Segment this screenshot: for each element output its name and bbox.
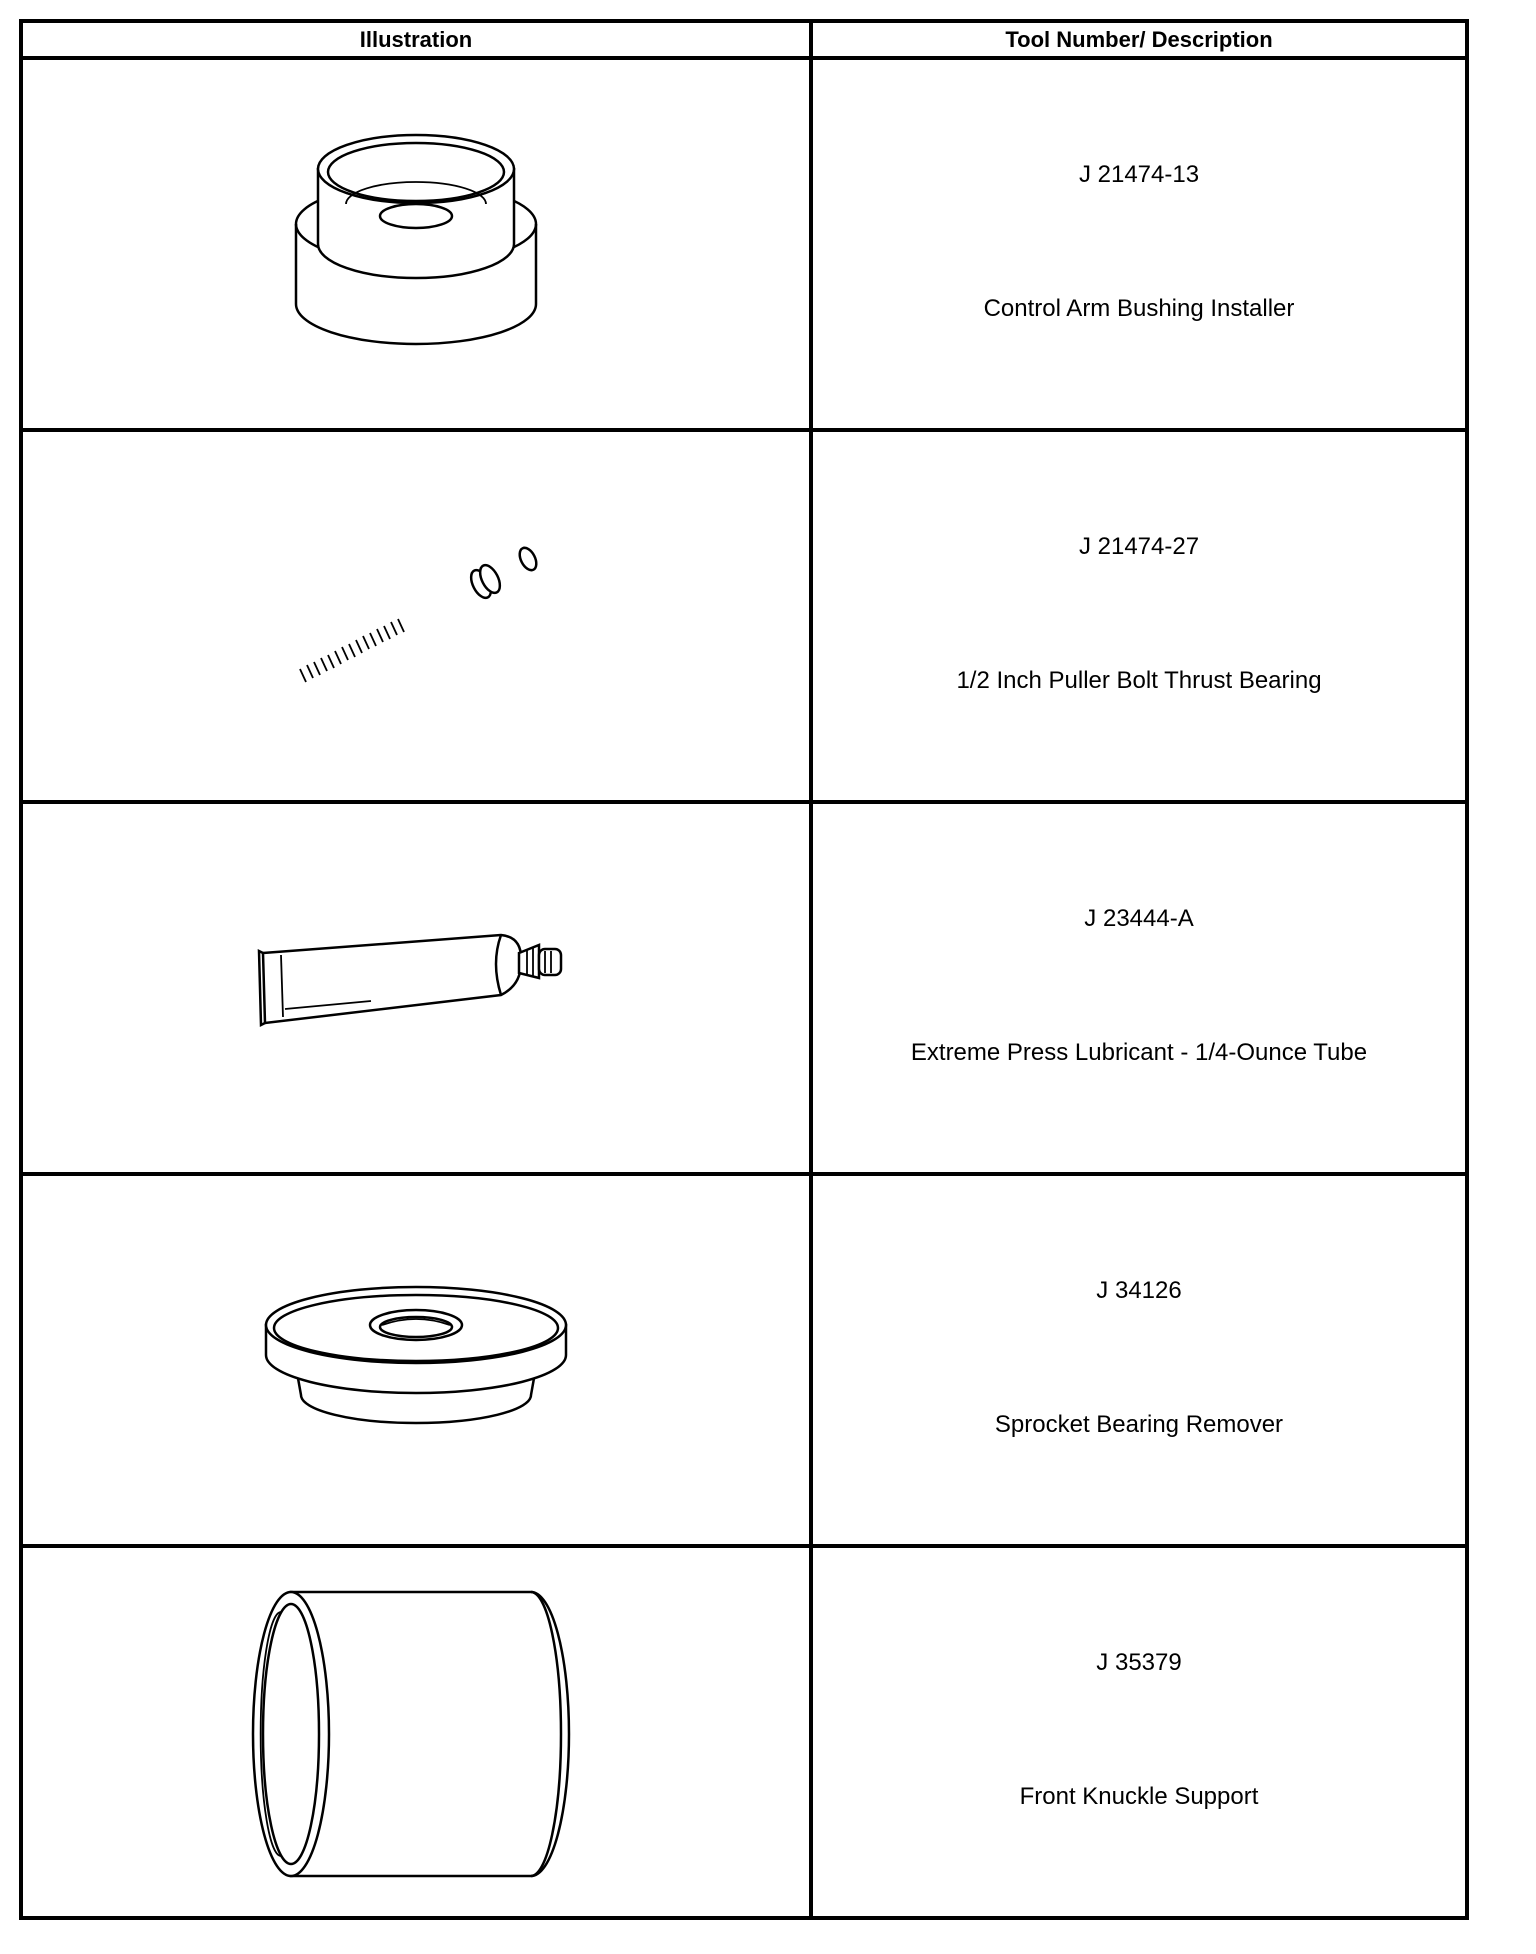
tool-name: Front Knuckle Support: [1019, 1783, 1259, 1810]
tool-number: J 34126: [1096, 1277, 1182, 1304]
description-header: Tool Number/ Description: [811, 21, 1467, 58]
description-cell: [811, 58, 1467, 430]
illustration-cell: [21, 58, 811, 430]
bushing-installer-icon: [286, 124, 546, 364]
tool-name: Sprocket Bearing Remover: [994, 1411, 1284, 1438]
puller-bolt-icon: [266, 526, 566, 706]
tool-name: 1/2 Inch Puller Bolt Thrust Bearing: [956, 667, 1322, 694]
tool-name: Extreme Press Lubricant - 1/4-Ounce Tube: [910, 1039, 1368, 1066]
tool-number: J 21474-13: [1078, 161, 1200, 188]
tool-name: Control Arm Bushing Installer: [983, 295, 1295, 322]
illustration-cell: [21, 1174, 811, 1546]
tools-table: [19, 19, 1469, 1920]
tool-number: J 23444-A: [1084, 905, 1194, 932]
table-row: [21, 1546, 1467, 1918]
table-row: [21, 1174, 1467, 1546]
illustration-cell: [21, 802, 811, 1174]
description-cell: [811, 1174, 1467, 1546]
illustration-cell: [21, 1546, 811, 1918]
description-cell: [811, 1546, 1467, 1918]
table-row: [21, 58, 1467, 430]
lubricant-tube-icon: [251, 923, 581, 1053]
bearing-remover-icon: [256, 1275, 576, 1445]
tool-number: J 35379: [1096, 1649, 1182, 1676]
illustration-cell: [21, 430, 811, 802]
description-cell: [811, 802, 1467, 1174]
table-row: [21, 430, 1467, 802]
table-row: [21, 802, 1467, 1174]
description-cell: [811, 430, 1467, 802]
illustration-header: Illustration: [21, 21, 811, 58]
knuckle-support-icon: [251, 1582, 581, 1882]
tool-number: J 21474-27: [1078, 533, 1200, 560]
header-row: [21, 21, 1467, 58]
